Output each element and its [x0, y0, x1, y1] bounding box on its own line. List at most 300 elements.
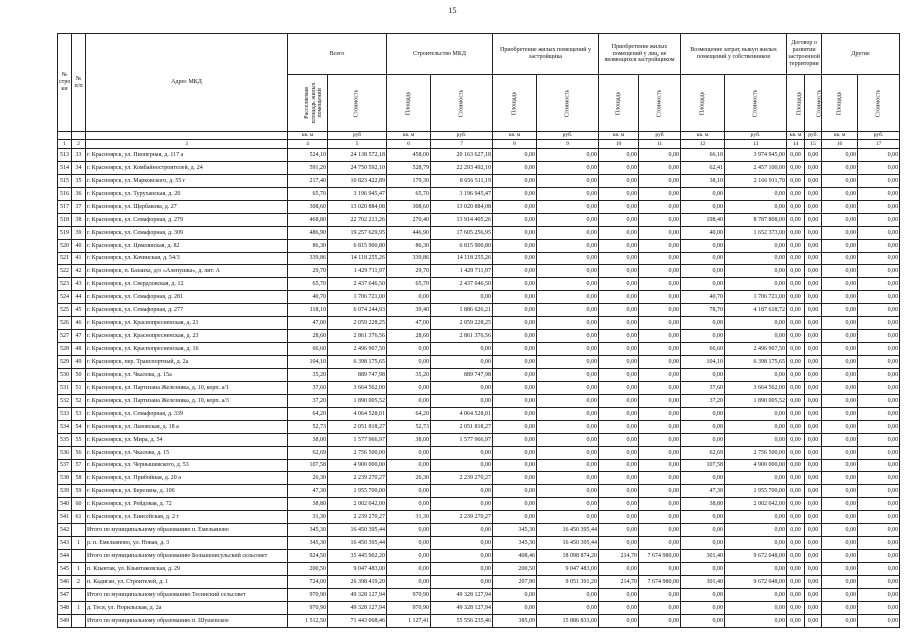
value-cell: 29,70	[387, 265, 431, 278]
value-cell: 0,00	[858, 343, 900, 356]
value-cell: 0,00	[387, 459, 431, 472]
value-cell: 0,00	[858, 446, 900, 459]
value-cell: 0,00	[822, 588, 858, 601]
value-cell: 15 886 833,00	[537, 614, 599, 627]
value-cell: 0,00	[599, 226, 639, 239]
value-cell: 0,00	[681, 537, 725, 550]
value-cell: 0,00	[805, 291, 822, 304]
value-cell: 0,00	[858, 381, 900, 394]
value-cell: 0,00	[599, 317, 639, 330]
value-cell: 0,00	[822, 368, 858, 381]
address-cell: д. Теся, ул. Норильская, д. 2а	[86, 601, 288, 614]
column-number: 11	[639, 140, 681, 149]
value-cell: 0,00	[639, 524, 681, 537]
value-cell: 0,00	[599, 304, 639, 317]
unit-cell: руб	[328, 132, 387, 140]
value-cell: 0,00	[787, 381, 805, 394]
value-cell: 37,60	[288, 381, 328, 394]
value-cell: 0,00	[599, 356, 639, 369]
value-cell: 71 443 068,46	[328, 614, 387, 627]
address-cell: р. п. Емельяново, ул. Новая, д. 3	[86, 537, 288, 550]
value-cell: 0,00	[387, 563, 431, 576]
value-cell: 2 496 967,50	[725, 343, 787, 356]
column-number: 5	[328, 140, 387, 149]
value-cell: 0,00	[822, 265, 858, 278]
value-cell: 0,00	[537, 407, 599, 420]
value-cell: 0,00	[639, 187, 681, 200]
value-cell: 0,00	[681, 239, 725, 252]
item-number: 37	[72, 200, 86, 213]
value-cell: 24 750 592,10	[328, 161, 387, 174]
value-cell: 0,00	[805, 588, 822, 601]
value-cell: 1 890 005,52	[328, 394, 387, 407]
value-cell: 38,80	[681, 498, 725, 511]
value-cell: 0,00	[599, 420, 639, 433]
value-cell: 0,00	[387, 343, 431, 356]
table-row	[58, 174, 900, 187]
value-cell: 0,00	[822, 446, 858, 459]
value-cell: 0,00	[493, 498, 537, 511]
address-cell: г. Красноярск, ул. Березина, д. 106	[86, 485, 288, 498]
value-cell: 0,00	[787, 200, 805, 213]
value-cell: 0,00	[805, 498, 822, 511]
value-cell: 0,00	[787, 356, 805, 369]
value-cell: 0,00	[787, 588, 805, 601]
value-cell: 0,00	[822, 498, 858, 511]
value-cell: 0,00	[858, 161, 900, 174]
value-cell: 0,00	[537, 265, 599, 278]
value-cell: 308,60	[288, 200, 328, 213]
value-cell: 0,00	[493, 304, 537, 317]
value-cell: 0,00	[639, 330, 681, 343]
value-cell: 0,00	[639, 407, 681, 420]
value-cell: 0,00	[805, 278, 822, 291]
value-cell: 0,00	[431, 446, 493, 459]
value-cell: 1 577 966,97	[328, 433, 387, 446]
value-cell: 0,00	[858, 524, 900, 537]
value-cell: 0,00	[822, 226, 858, 239]
value-cell: 24 138 572,18	[328, 149, 387, 162]
address-cell: г. Красноярск, ул. Семафорная, д. 339	[86, 407, 288, 420]
row-number: 545	[58, 563, 72, 576]
value-cell: 0,00	[493, 278, 537, 291]
value-cell: 0,00	[681, 563, 725, 576]
subheader-area: Площадь	[787, 75, 805, 132]
value-cell: 0,00	[493, 394, 537, 407]
value-cell: 2 059 228,25	[431, 317, 493, 330]
value-cell: 0,00	[805, 524, 822, 537]
value-cell: 0,00	[599, 537, 639, 550]
item-number: 49	[72, 356, 86, 369]
mkd-resettlement-table	[57, 33, 900, 628]
value-cell: 0,00	[493, 330, 537, 343]
value-cell: 0,00	[805, 226, 822, 239]
value-cell: 0,00	[431, 485, 493, 498]
value-cell: 0,00	[493, 239, 537, 252]
value-cell: 0,00	[858, 563, 900, 576]
item-number: 36	[72, 187, 86, 200]
row-number: 533	[58, 407, 72, 420]
value-cell: 0,00	[599, 446, 639, 459]
value-cell: 0,00	[681, 200, 725, 213]
value-cell: 0,00	[805, 213, 822, 226]
value-cell: 0,00	[787, 407, 805, 420]
value-cell: 0,00	[493, 213, 537, 226]
value-cell: 0,00	[822, 343, 858, 356]
row-number: 546	[58, 575, 72, 588]
value-cell: 0,00	[822, 149, 858, 162]
value-cell: 0,00	[599, 239, 639, 252]
value-cell: 0,00	[537, 601, 599, 614]
value-cell: 104,10	[681, 356, 725, 369]
value-cell: 339,86	[288, 252, 328, 265]
column-number: 6	[387, 140, 431, 149]
item-number: 47	[72, 330, 86, 343]
table-row	[58, 368, 900, 381]
value-cell: 0,00	[599, 614, 639, 627]
item-number: 59	[72, 485, 86, 498]
value-cell: 0,00	[787, 575, 805, 588]
item-number: 1	[72, 601, 86, 614]
table-row	[58, 563, 900, 576]
subheader-area: Площадь	[493, 75, 537, 132]
value-cell: 9 672 048,00	[725, 575, 787, 588]
value-cell: 0,00	[805, 420, 822, 433]
value-cell: 64,20	[288, 407, 328, 420]
table-row	[58, 575, 900, 588]
row-number: 532	[58, 394, 72, 407]
value-cell: 0,00	[537, 239, 599, 252]
subheader-area: Площадь	[599, 75, 639, 132]
value-cell: 0,00	[681, 601, 725, 614]
value-cell: 47,30	[288, 485, 328, 498]
value-cell: 0,00	[639, 433, 681, 446]
value-cell: 47,00	[387, 317, 431, 330]
value-cell: 0,00	[805, 239, 822, 252]
item-number: 33	[72, 149, 86, 162]
value-cell: 0,00	[822, 420, 858, 433]
row-number: 513	[58, 149, 72, 162]
row-number: 538	[58, 472, 72, 485]
address-cell: г. Красноярск, ул. Енисейская, д. 2 г	[86, 511, 288, 524]
value-cell: 0,00	[787, 161, 805, 174]
address-cell: г. Красноярск, ул. Цимлянская, д. 82	[86, 239, 288, 252]
value-cell: 1 706 721,00	[328, 291, 387, 304]
value-cell: 385,09	[493, 614, 537, 627]
value-cell: 3 664 562,00	[328, 381, 387, 394]
value-cell: 16 450 395,44	[328, 524, 387, 537]
value-cell: 0,00	[431, 381, 493, 394]
value-cell: 0,00	[493, 200, 537, 213]
value-cell: 10 823 422,89	[328, 174, 387, 187]
item-number: 42	[72, 265, 86, 278]
value-cell: 0,00	[537, 420, 599, 433]
value-cell: 0,00	[537, 433, 599, 446]
value-cell: 0,00	[493, 368, 537, 381]
value-cell: 0,00	[639, 226, 681, 239]
value-cell: 0,00	[537, 381, 599, 394]
value-cell: 66,60	[288, 343, 328, 356]
unit-cell: кв. м	[599, 132, 639, 140]
item-number: 60	[72, 498, 86, 511]
value-cell: 458,00	[387, 149, 431, 162]
column-number: 7	[431, 140, 493, 149]
value-cell: 0,00	[537, 149, 599, 162]
value-cell: 0,00	[387, 550, 431, 563]
column-number: 4	[288, 140, 328, 149]
value-cell: 0,00	[822, 252, 858, 265]
value-cell: 0,00	[681, 511, 725, 524]
value-cell: 2 002 042,00	[725, 498, 787, 511]
item-number	[72, 550, 86, 563]
value-cell: 0,00	[787, 524, 805, 537]
value-cell: 18 098 874,20	[537, 550, 599, 563]
value-cell: 0,00	[639, 304, 681, 317]
value-cell: 0,00	[805, 161, 822, 174]
value-cell: 0,00	[599, 252, 639, 265]
value-cell: 0,00	[725, 330, 787, 343]
item-number: 1	[72, 537, 86, 550]
address-cell: Итого по муниципальному образованию Большенисульский сельсовет	[86, 550, 288, 563]
value-cell: 0,00	[639, 446, 681, 459]
value-cell: 0,00	[822, 239, 858, 252]
unit-cell: кв. м	[493, 132, 537, 140]
address-cell: г. Красноярск, ул. Туруханская, д. 20	[86, 187, 288, 200]
value-cell: 0,00	[639, 511, 681, 524]
value-cell: 16 450 395,44	[537, 524, 599, 537]
value-cell: 0,00	[805, 174, 822, 187]
value-cell: 0,00	[805, 356, 822, 369]
value-cell: 0,00	[639, 291, 681, 304]
value-cell: 1 577 966,97	[431, 433, 493, 446]
item-number: 1	[72, 563, 86, 576]
subheader-area: Площадь	[822, 75, 858, 132]
table-row	[58, 200, 900, 213]
value-cell: 6 398 175,65	[328, 356, 387, 369]
row-number: 524	[58, 291, 72, 304]
value-cell: 889 747,98	[328, 368, 387, 381]
row-number: 515	[58, 174, 72, 187]
value-cell: 200,50	[288, 563, 328, 576]
value-cell: 0,00	[822, 433, 858, 446]
value-cell: 0,00	[787, 239, 805, 252]
value-cell: 0,00	[805, 407, 822, 420]
value-cell: 38,00	[288, 433, 328, 446]
value-cell: 0,00	[725, 420, 787, 433]
row-number: 514	[58, 161, 72, 174]
value-cell: 468,80	[288, 213, 328, 226]
value-cell: 0,00	[858, 472, 900, 485]
value-cell: 4 064 528,01	[328, 407, 387, 420]
value-cell: 0,00	[858, 213, 900, 226]
value-cell: 0,00	[787, 498, 805, 511]
value-cell: 0,00	[493, 601, 537, 614]
address-cell: г. Красноярск, ул. Прибойная, д. 20 а	[86, 472, 288, 485]
header-buyback: Возмещение затрат, выкуп жилых помещений у собственников	[681, 34, 787, 75]
value-cell: 2 239 270,27	[328, 472, 387, 485]
row-number: 536	[58, 446, 72, 459]
column-number: 16	[822, 140, 858, 149]
value-cell: 0,00	[639, 472, 681, 485]
column-number: 8	[493, 140, 537, 149]
header-address: Адрес МКД	[86, 34, 288, 132]
value-cell: 9 051 391,20	[537, 575, 599, 588]
value-cell: 0,00	[805, 330, 822, 343]
value-cell: 0,00	[805, 304, 822, 317]
value-cell: 1 429 711,97	[431, 265, 493, 278]
value-cell: 0,00	[639, 343, 681, 356]
row-number: 526	[58, 317, 72, 330]
value-cell: 35,20	[288, 368, 328, 381]
row-number: 549	[58, 614, 72, 627]
value-cell: 0,00	[787, 459, 805, 472]
value-cell: 0,00	[787, 420, 805, 433]
value-cell: 0,00	[858, 511, 900, 524]
value-cell: 9 047 483,00	[328, 563, 387, 576]
value-cell: 0,00	[599, 394, 639, 407]
table-row	[58, 226, 900, 239]
address-cell: г. Красноярск, ул. Щербакова, д. 27	[86, 200, 288, 213]
value-cell: 345,30	[288, 524, 328, 537]
value-cell: 0,00	[822, 200, 858, 213]
value-cell: 0,00	[599, 149, 639, 162]
address-cell: п. Кзынтак, ул. Кзынтаковская, д. 29	[86, 563, 288, 576]
value-cell: 0,00	[725, 511, 787, 524]
value-cell: 0,00	[787, 278, 805, 291]
table-row	[58, 343, 900, 356]
header-acquisition-developer: Приобретение жилых помещений у застройщика	[493, 34, 599, 75]
value-cell: 3 196 945,47	[431, 187, 493, 200]
value-cell: 0,00	[805, 368, 822, 381]
unit-cell: кв. м	[288, 132, 328, 140]
value-cell: 0,00	[725, 239, 787, 252]
table-row	[58, 433, 900, 446]
value-cell: 31,30	[288, 511, 328, 524]
value-cell: 0,00	[681, 524, 725, 537]
value-cell: 55 556 235,46	[431, 614, 493, 627]
value-cell: 0,00	[725, 601, 787, 614]
value-cell: 52,73	[387, 420, 431, 433]
table-row	[58, 601, 900, 614]
value-cell: 0,00	[387, 356, 431, 369]
value-cell: 65,70	[288, 278, 328, 291]
value-cell: 2 059 228,25	[328, 317, 387, 330]
value-cell: 1 890 005,52	[725, 394, 787, 407]
table-row	[58, 381, 900, 394]
value-cell: 8 656 511,19	[431, 174, 493, 187]
address-cell: г. Красноярск, ул. Свердловская, д. 12	[86, 278, 288, 291]
value-cell: 0,00	[858, 356, 900, 369]
value-cell: 107,58	[288, 459, 328, 472]
row-number: 539	[58, 485, 72, 498]
value-cell: 0,00	[805, 252, 822, 265]
value-cell: 345,30	[288, 537, 328, 550]
value-cell: 0,00	[599, 433, 639, 446]
item-number: 56	[72, 446, 86, 459]
value-cell: 0,00	[431, 343, 493, 356]
value-cell: 38,10	[681, 174, 725, 187]
value-cell: 0,00	[599, 330, 639, 343]
value-cell: 0,00	[787, 343, 805, 356]
value-cell: 0,00	[599, 485, 639, 498]
unit-cell: руб	[639, 132, 681, 140]
value-cell: 0,00	[537, 394, 599, 407]
value-cell: 0,00	[537, 459, 599, 472]
value-cell: 29,70	[288, 265, 328, 278]
value-cell: 0,00	[599, 524, 639, 537]
value-cell: 0,00	[805, 394, 822, 407]
value-cell: 0,00	[787, 252, 805, 265]
value-cell: 0,00	[537, 498, 599, 511]
address-cell: г. Красноярск, ул. Краснопресненская, д. 23	[86, 330, 288, 343]
value-cell: 0,00	[787, 601, 805, 614]
value-cell: 0,00	[493, 511, 537, 524]
value-cell: 0,00	[858, 200, 900, 213]
column-number: 15	[805, 140, 822, 149]
address-cell: г. Красноярск, ул. Краснопресненская, д. 21	[86, 317, 288, 330]
item-number: 35	[72, 174, 86, 187]
value-cell: 0,00	[822, 187, 858, 200]
value-cell: 0,00	[493, 149, 537, 162]
value-cell: 0,00	[858, 278, 900, 291]
value-cell: 1 512,50	[288, 614, 328, 627]
value-cell: 339,86	[387, 252, 431, 265]
value-cell: 4 064 528,01	[431, 407, 493, 420]
value-cell: 0,00	[805, 472, 822, 485]
value-cell: 0,00	[493, 317, 537, 330]
value-cell: 0,00	[387, 291, 431, 304]
value-cell: 889 747,98	[431, 368, 493, 381]
value-cell: 0,00	[858, 304, 900, 317]
value-cell: 0,00	[493, 588, 537, 601]
table-row	[58, 252, 900, 265]
address-cell: г. Красноярск, ул. Пионерная, д. 117 а	[86, 149, 288, 162]
value-cell: 13 914 405,26	[431, 213, 493, 226]
row-number: 544	[58, 550, 72, 563]
value-cell: 0,00	[493, 459, 537, 472]
value-cell: 0,00	[639, 368, 681, 381]
value-cell: 0,00	[599, 291, 639, 304]
value-cell: 0,00	[639, 394, 681, 407]
row-number: 521	[58, 252, 72, 265]
value-cell: 0,00	[537, 304, 599, 317]
row-number: 529	[58, 356, 72, 369]
value-cell: 47,30	[681, 485, 725, 498]
value-cell: 0,00	[822, 394, 858, 407]
value-cell: 4 900 000,00	[725, 459, 787, 472]
value-cell: 200,50	[493, 563, 537, 576]
value-cell: 16 450 395,44	[537, 537, 599, 550]
value-cell: 2 756 500,00	[328, 446, 387, 459]
item-number: 34	[72, 161, 86, 174]
value-cell: 0,00	[787, 537, 805, 550]
value-cell: 0,00	[787, 330, 805, 343]
row-number: 517	[58, 200, 72, 213]
value-cell: 2 457 100,00	[725, 161, 787, 174]
column-number: 10	[599, 140, 639, 149]
value-cell: 0,00	[599, 563, 639, 576]
value-cell: 64,20	[387, 407, 431, 420]
value-cell: 0,00	[537, 226, 599, 239]
value-cell: 0,00	[599, 498, 639, 511]
value-cell: 26,30	[387, 472, 431, 485]
value-cell: 0,00	[599, 187, 639, 200]
row-number: 537	[58, 459, 72, 472]
value-cell: 270,40	[387, 213, 431, 226]
value-cell: 62,69	[288, 446, 328, 459]
value-cell: 0,00	[805, 459, 822, 472]
value-cell: 0,00	[787, 394, 805, 407]
